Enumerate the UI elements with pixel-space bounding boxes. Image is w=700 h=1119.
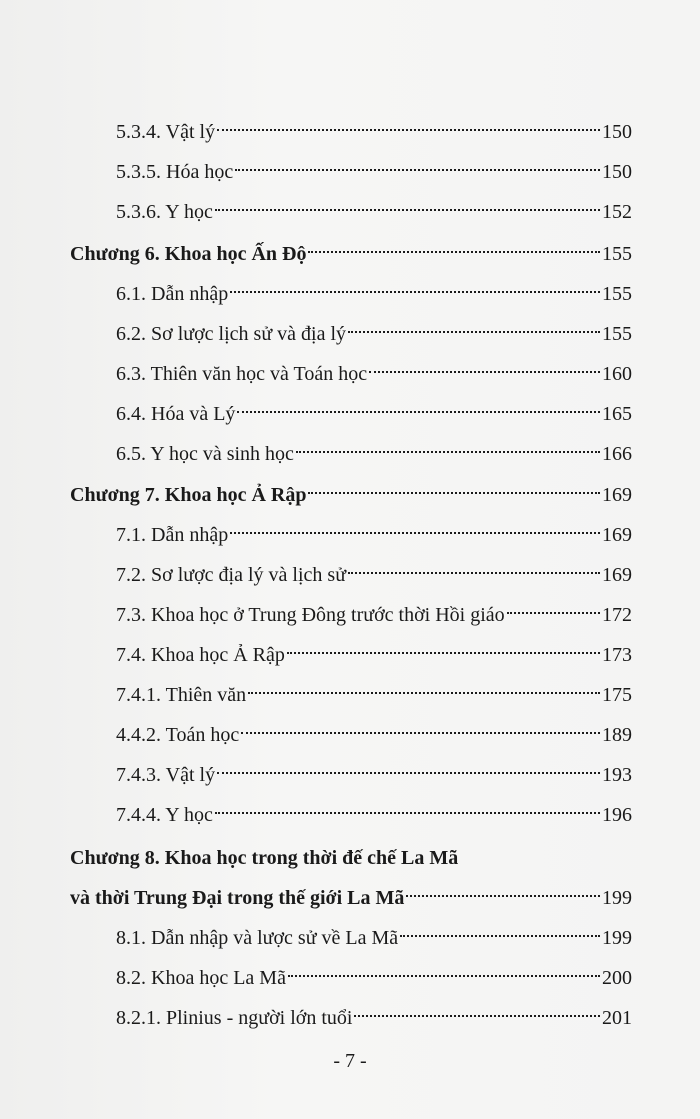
dot-leader [288,974,600,977]
dot-leader [217,128,600,131]
toc-chapter-8-line1: Chương 8. Khoa học trong thời đế chế La Mã [70,847,459,869]
dot-leader [348,571,600,574]
toc-entry-6-5: 6.5. Y học và sinh học 166 [116,443,632,465]
dot-leader [287,651,600,654]
toc-entry-6-4: 6.4. Hóa và Lý 165 [116,403,632,425]
dot-leader [217,771,600,774]
dot-leader [308,491,600,494]
toc-entry-6-2: 6.2. Sơ lược lịch sử và địa lý 155 [116,323,632,345]
dot-leader [348,330,600,333]
toc-entry-6-1: 6.1. Dẫn nhập 155 [116,283,632,305]
toc-entry-4-4-2: 4.4.2. Toán học 189 [116,724,632,746]
dot-leader [308,250,600,253]
toc-entry-5-3-5: 5.3.5. Hóa học 150 [116,161,632,183]
page-number: - 7 - [333,1050,367,1072]
toc-chapter-7: Chương 7. Khoa học Ả Rập 169 [70,484,632,506]
dot-leader [235,168,600,171]
dot-leader [215,811,600,814]
toc-entry-8-1: 8.1. Dẫn nhập và lược sử về La Mã 199 [116,927,632,949]
dot-leader [400,934,600,937]
dot-leader [406,894,600,897]
dot-leader [237,410,600,413]
toc-entry-7-4-1: 7.4.1. Thiên văn 175 [116,684,632,706]
dot-leader [230,290,600,293]
toc-chapter-6: Chương 6. Khoa học Ấn Độ 155 [70,243,632,265]
dot-leader [507,611,600,614]
dot-leader [354,1014,600,1017]
dot-leader [248,691,600,694]
toc-entry-7-4-3: 7.4.3. Vật lý 193 [116,764,632,786]
toc-entry-7-4: 7.4. Khoa học Ả Rập 173 [116,644,632,666]
dot-leader [296,450,600,453]
dot-leader [215,208,600,211]
dot-leader [241,731,600,734]
toc-entry-5-3-4: 5.3.4. Vật lý 150 [116,121,632,143]
dot-leader [369,370,600,373]
toc-entry-7-2: 7.2. Sơ lược địa lý và lịch sử 169 [116,564,632,586]
toc-entry-7-1: 7.1. Dẫn nhập 169 [116,524,632,546]
toc-entry-7-3: 7.3. Khoa học ở Trung Đông trước thời Hồi giáo 172 [116,604,632,626]
toc-entry-6-3: 6.3. Thiên văn học và Toán học 160 [116,363,632,385]
toc-entry-5-3-6: 5.3.6. Y học 152 [116,201,632,223]
dot-leader [230,531,600,534]
toc-chapter-8-line2: và thời Trung Đại trong thế giới La Mã 199 [70,887,632,909]
toc-entry-8-2-1: 8.2.1. Plinius - người lớn tuổi 201 [116,1007,632,1029]
toc-entry-7-4-4: 7.4.4. Y học 196 [116,804,632,826]
toc-entry-8-2: 8.2. Khoa học La Mã 200 [116,967,632,989]
